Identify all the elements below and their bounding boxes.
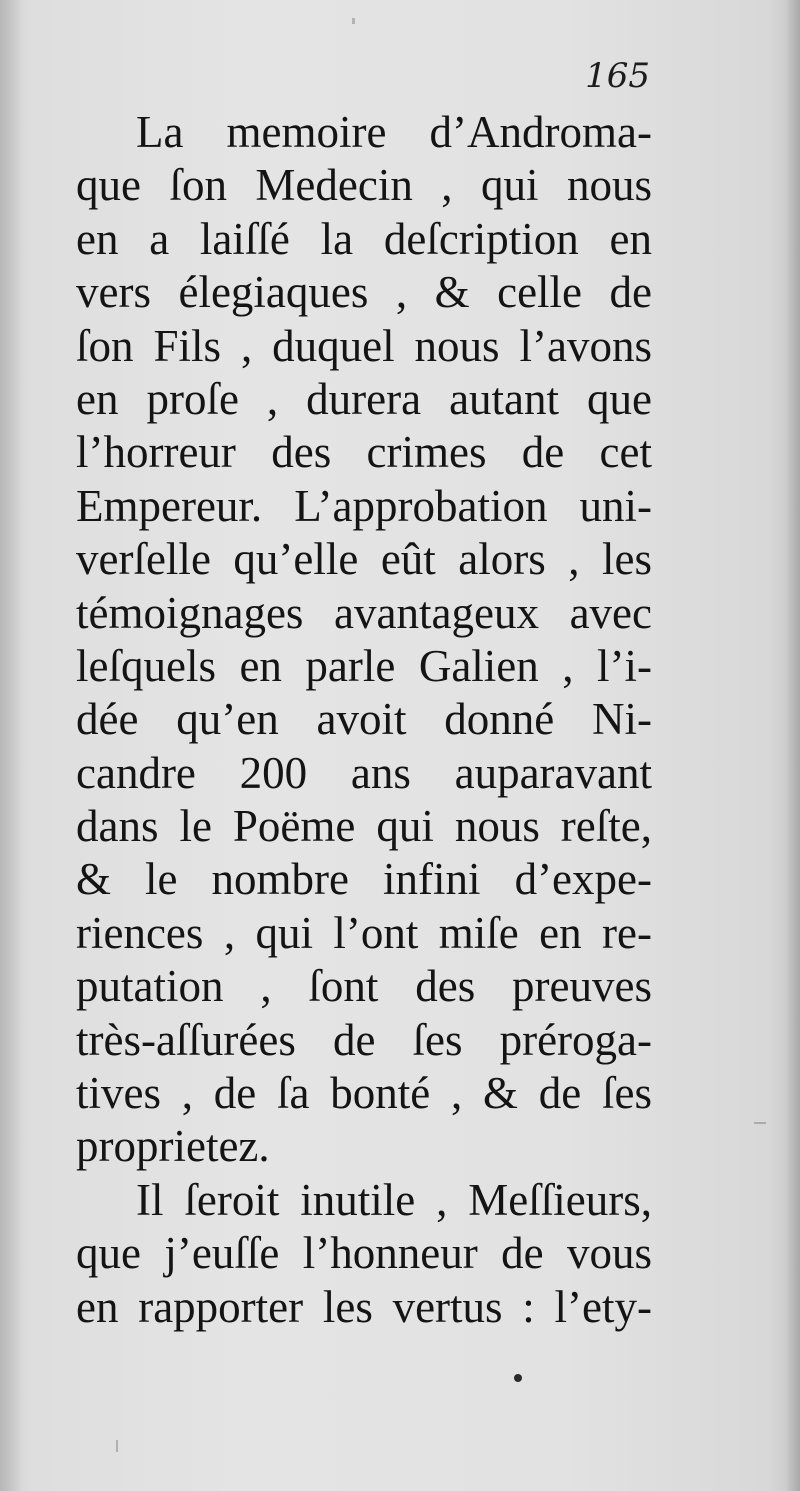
text-line: que j’euſſe l’honneur de vous xyxy=(76,1228,652,1279)
text-line: riences , qui l’ont miſe en re- xyxy=(76,907,652,958)
page-gutter-shadow xyxy=(0,0,22,1491)
text-line: témoignages avantageux avec xyxy=(76,587,652,638)
text-line: très-aſſurées de ſes préroga- xyxy=(76,1014,652,1065)
text-line: dée qu’en avoit donné Ni- xyxy=(76,694,652,745)
paper-speck xyxy=(116,1440,118,1452)
text-line: putation , ſont des preuves xyxy=(76,961,652,1012)
text-line: proprietez. xyxy=(76,1121,270,1172)
text-line: Il ſeroit inutile , Meſſieurs, xyxy=(136,1174,652,1225)
body-text xyxy=(76,106,652,1334)
text-line: que ſon Medecin , qui nous xyxy=(76,160,652,211)
text-line: Empereur. L’approbation uni- xyxy=(76,480,652,531)
text-line: dans le Poëme qui nous reſte, xyxy=(76,801,652,852)
text-line: en a laiſſé la deſcription en xyxy=(76,213,652,264)
text-line: vers élegiaques , & celle de xyxy=(76,267,652,318)
paper-speck xyxy=(754,1122,766,1124)
page-edge-shadow xyxy=(786,0,800,1491)
text-line: & le nombre infini d’expe- xyxy=(76,854,652,905)
text-line: l’horreur des crimes de cet xyxy=(76,427,652,478)
paper-speck xyxy=(352,18,355,24)
text-line: candre 200 ans auparavant xyxy=(76,747,652,798)
text-line: verſelle qu’elle eût alors , les xyxy=(76,534,652,585)
text-line: en proſe , durera autant que xyxy=(76,373,652,424)
text-line: ſon Fils , duquel nous l’avons xyxy=(76,320,652,371)
page-number: 165 xyxy=(585,56,650,96)
text-line: en rapporter les vertus : l’ety- xyxy=(76,1281,652,1332)
text-line: tives , de ſa bonté , & de ſes xyxy=(76,1068,652,1119)
ink-spot xyxy=(514,1374,522,1382)
text-line: La memoire d’Androma- xyxy=(136,107,652,157)
text-line: leſquels en parle Galien , l’i- xyxy=(76,640,652,691)
